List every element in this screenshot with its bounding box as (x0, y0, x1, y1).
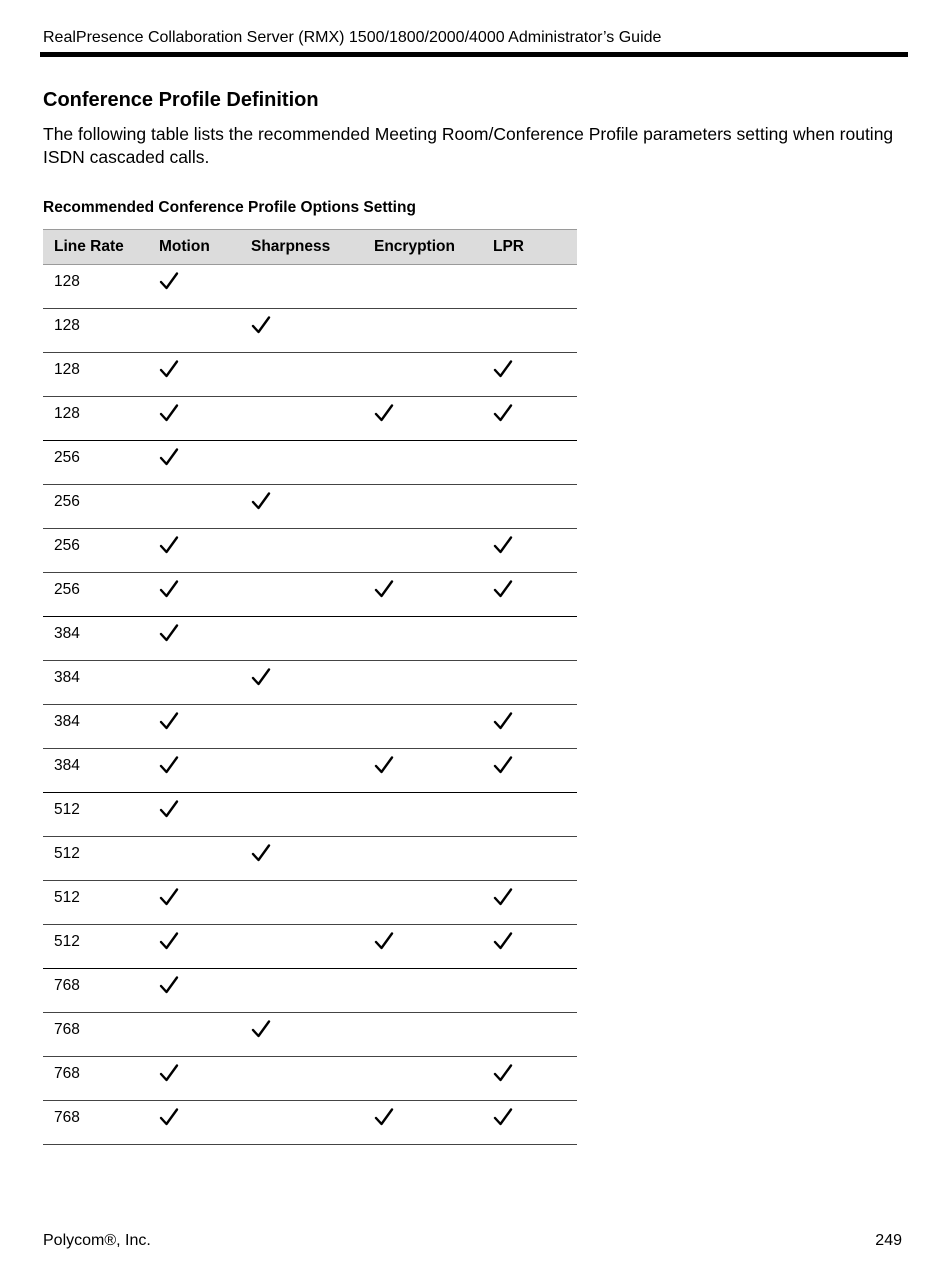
cell-lpr (482, 969, 577, 1013)
table-row (43, 617, 577, 661)
cell-lpr (482, 397, 577, 441)
cell-lpr (482, 573, 577, 617)
cell-motion (148, 661, 240, 705)
cell-motion (148, 1101, 240, 1145)
cell-motion (148, 793, 240, 837)
cell-line-rate: 512 (43, 837, 148, 881)
cell-lpr (482, 1101, 577, 1145)
cell-motion (148, 1057, 240, 1101)
checkmark-icon (159, 799, 179, 819)
cell-encryption (363, 705, 482, 749)
table-row (43, 925, 577, 969)
table-row (43, 573, 577, 617)
table-row (43, 881, 577, 925)
column-header-sharpness: Sharpness (240, 230, 363, 265)
checkmark-icon (159, 623, 179, 643)
checkmark-icon (493, 931, 513, 951)
cell-lpr (482, 837, 577, 881)
cell-line-rate: 512 (43, 793, 148, 837)
cell-motion (148, 925, 240, 969)
cell-line-rate: 256 (43, 441, 148, 485)
cell-sharpness (240, 485, 363, 529)
table-row (43, 1101, 577, 1145)
cell-lpr (482, 925, 577, 969)
checkmark-icon (493, 579, 513, 599)
cell-lpr (482, 661, 577, 705)
table-row (43, 661, 577, 705)
column-header-motion: Motion (148, 230, 240, 265)
table-row (43, 749, 577, 793)
checkmark-icon (493, 711, 513, 731)
cell-sharpness (240, 397, 363, 441)
checkmark-icon (493, 535, 513, 555)
cell-line-rate: 128 (43, 309, 148, 353)
table-row (43, 1057, 577, 1101)
cell-encryption (363, 441, 482, 485)
cell-sharpness (240, 441, 363, 485)
cell-sharpness (240, 749, 363, 793)
page-number: 249 (875, 1232, 902, 1249)
checkmark-icon (493, 755, 513, 775)
table-body (43, 265, 577, 1145)
cell-line-rate: 128 (43, 397, 148, 441)
cell-line-rate: 128 (43, 265, 148, 309)
cell-encryption (363, 837, 482, 881)
cell-sharpness (240, 529, 363, 573)
checkmark-icon (493, 887, 513, 907)
table-row (43, 265, 577, 309)
cell-encryption (363, 617, 482, 661)
checkmark-icon (159, 403, 179, 423)
cell-line-rate: 768 (43, 969, 148, 1013)
checkmark-icon (159, 711, 179, 731)
cell-sharpness (240, 837, 363, 881)
cell-motion (148, 441, 240, 485)
cell-motion (148, 617, 240, 661)
profile-options-table (43, 229, 577, 1145)
checkmark-icon (159, 271, 179, 291)
cell-encryption (363, 881, 482, 925)
cell-line-rate: 768 (43, 1013, 148, 1057)
cell-encryption (363, 485, 482, 529)
intro-paragraph: The following table lists the recommended Meeting Room/Conference Profile parameters setting when routing ISDN cascaded calls. (43, 124, 894, 167)
cell-sharpness (240, 1101, 363, 1145)
table-row (43, 969, 577, 1013)
cell-sharpness (240, 353, 363, 397)
cell-motion (148, 309, 240, 353)
table-row (43, 485, 577, 529)
cell-line-rate: 768 (43, 1057, 148, 1101)
cell-line-rate: 256 (43, 573, 148, 617)
cell-lpr (482, 749, 577, 793)
cell-lpr (482, 705, 577, 749)
cell-sharpness (240, 793, 363, 837)
checkmark-icon (374, 931, 394, 951)
checkmark-icon (251, 843, 271, 863)
checkmark-icon (159, 975, 179, 995)
checkmark-icon (159, 887, 179, 907)
cell-encryption (363, 969, 482, 1013)
cell-motion (148, 837, 240, 881)
column-header-lpr: LPR (482, 230, 577, 265)
cell-motion (148, 1013, 240, 1057)
checkmark-icon (159, 359, 179, 379)
checkmark-icon (159, 535, 179, 555)
cell-motion (148, 529, 240, 573)
cell-sharpness (240, 969, 363, 1013)
cell-lpr (482, 881, 577, 925)
cell-sharpness (240, 617, 363, 661)
header-rule (40, 52, 908, 57)
cell-line-rate: 512 (43, 925, 148, 969)
cell-motion (148, 881, 240, 925)
cell-line-rate: 384 (43, 749, 148, 793)
checkmark-icon (493, 1063, 513, 1083)
table-row (43, 441, 577, 485)
cell-motion (148, 397, 240, 441)
cell-motion (148, 705, 240, 749)
checkmark-icon (251, 315, 271, 335)
cell-line-rate: 256 (43, 485, 148, 529)
cell-encryption (363, 309, 482, 353)
checkmark-icon (159, 1107, 179, 1127)
table-row (43, 529, 577, 573)
cell-encryption (363, 353, 482, 397)
cell-line-rate: 768 (43, 1101, 148, 1145)
column-header-line-rate: Line Rate (43, 230, 148, 265)
cell-lpr (482, 617, 577, 661)
cell-encryption (363, 1101, 482, 1145)
checkmark-icon (374, 579, 394, 599)
cell-lpr (482, 265, 577, 309)
cell-lpr (482, 353, 577, 397)
checkmark-icon (159, 1063, 179, 1083)
table-row (43, 309, 577, 353)
checkmark-icon (159, 447, 179, 467)
table-caption: Recommended Conference Profile Options Setting (43, 199, 416, 216)
checkmark-icon (374, 755, 394, 775)
cell-lpr (482, 309, 577, 353)
cell-sharpness (240, 309, 363, 353)
section-title: Conference Profile Definition (43, 89, 319, 111)
cell-encryption (363, 529, 482, 573)
checkmark-icon (251, 1019, 271, 1039)
cell-encryption (363, 397, 482, 441)
cell-sharpness (240, 1057, 363, 1101)
cell-encryption (363, 793, 482, 837)
table-row (43, 793, 577, 837)
cell-line-rate: 384 (43, 705, 148, 749)
cell-sharpness (240, 661, 363, 705)
footer-company: Polycom®, Inc. (43, 1232, 151, 1249)
cell-sharpness (240, 705, 363, 749)
cell-line-rate: 384 (43, 661, 148, 705)
column-header-encryption: Encryption (363, 230, 482, 265)
checkmark-icon (159, 931, 179, 951)
cell-encryption (363, 265, 482, 309)
cell-lpr (482, 793, 577, 837)
checkmark-icon (159, 755, 179, 775)
cell-line-rate: 384 (43, 617, 148, 661)
cell-motion (148, 573, 240, 617)
cell-motion (148, 485, 240, 529)
table-row (43, 1013, 577, 1057)
checkmark-icon (493, 403, 513, 423)
table-header-row (43, 230, 577, 265)
cell-lpr (482, 1057, 577, 1101)
checkmark-icon (159, 579, 179, 599)
cell-line-rate: 128 (43, 353, 148, 397)
cell-lpr (482, 1013, 577, 1057)
cell-encryption (363, 573, 482, 617)
cell-lpr (482, 529, 577, 573)
cell-encryption (363, 661, 482, 705)
cell-line-rate: 512 (43, 881, 148, 925)
cell-line-rate: 256 (43, 529, 148, 573)
cell-sharpness (240, 1013, 363, 1057)
cell-sharpness (240, 881, 363, 925)
checkmark-icon (374, 1107, 394, 1127)
checkmark-icon (251, 667, 271, 687)
cell-motion (148, 353, 240, 397)
table-row (43, 837, 577, 881)
cell-encryption (363, 1013, 482, 1057)
cell-lpr (482, 485, 577, 529)
cell-encryption (363, 1057, 482, 1101)
cell-motion (148, 265, 240, 309)
cell-sharpness (240, 925, 363, 969)
table-row (43, 397, 577, 441)
cell-encryption (363, 749, 482, 793)
table-row (43, 353, 577, 397)
cell-lpr (482, 441, 577, 485)
cell-motion (148, 969, 240, 1013)
running-header: RealPresence Collaboration Server (RMX) 1500/1800/2000/4000 Administrator’s Guide (43, 29, 662, 46)
checkmark-icon (493, 359, 513, 379)
cell-sharpness (240, 573, 363, 617)
cell-encryption (363, 925, 482, 969)
checkmark-icon (493, 1107, 513, 1127)
cell-motion (148, 749, 240, 793)
table-row (43, 705, 577, 749)
cell-sharpness (240, 265, 363, 309)
checkmark-icon (374, 403, 394, 423)
checkmark-icon (251, 491, 271, 511)
